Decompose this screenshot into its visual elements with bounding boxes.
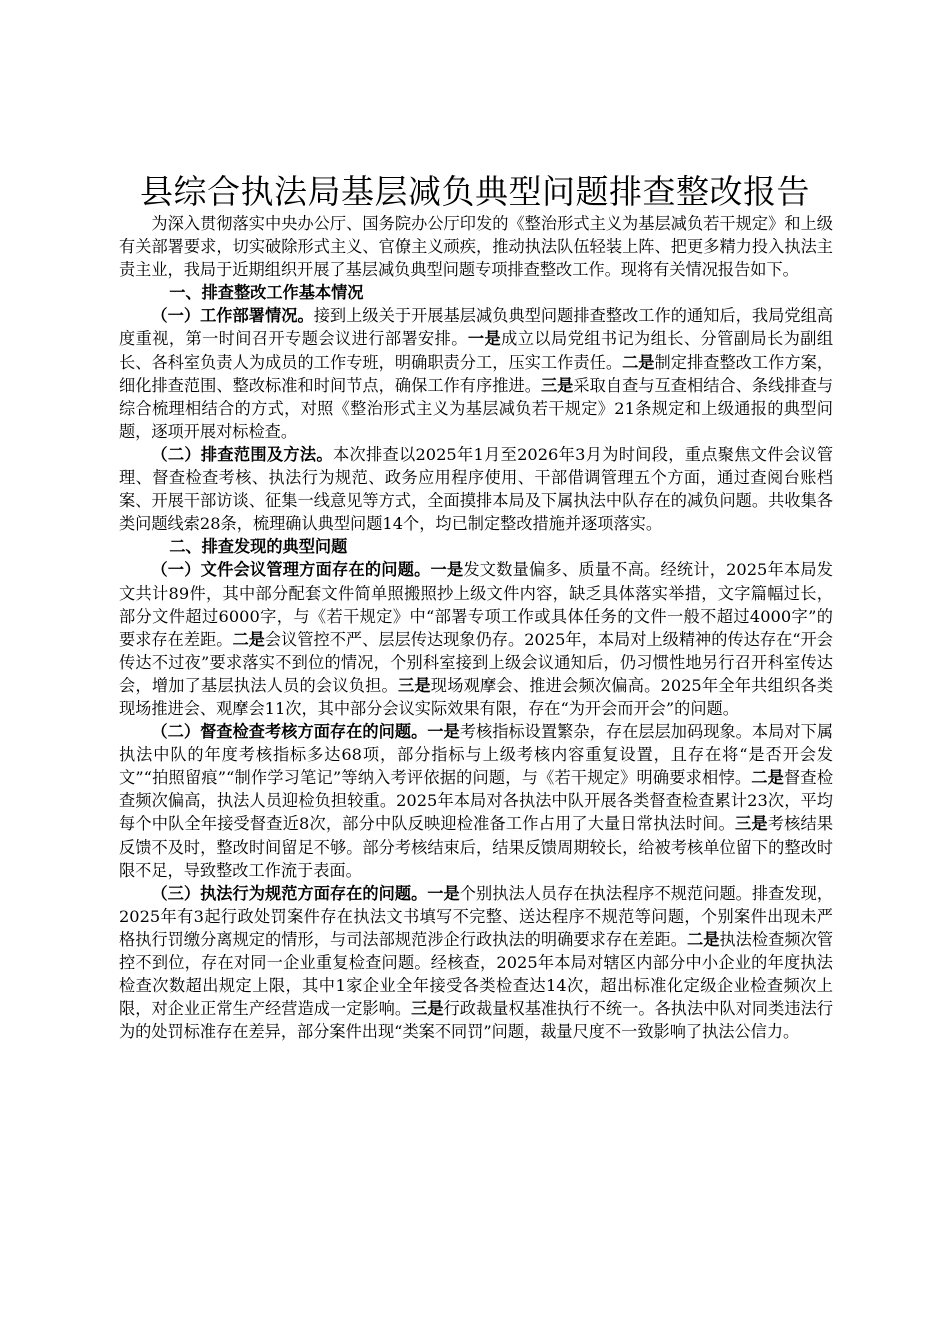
section-1-paragraph-2 [119, 443, 833, 535]
point-marker: 三是 [397, 675, 431, 695]
document-body [119, 212, 833, 1043]
section-2-paragraph-1 [119, 558, 833, 720]
paragraph-text: 考核指标设置繁杂，存在层层加码现象。本局对下属执法中队的年度考核指标多达68项，部分指标与上级考核内容重复设置，且存在将“是否开会发文”“拍照留痕”“制作学习笔记”等纳入考评依据的问题，与《若干规定》明确要求相悖。 [119, 722, 834, 788]
paragraph-text: 行政裁量权基准执行不统一。各执法中队对同类违法行为的处罚标准存在差异，部分案件出现“类案不同罚”问题，裁量尺度不一致影响了执法公信力。 [119, 999, 834, 1042]
paragraph-text: 督查检查频次偏高，执法人员迎检负担较重。2025年本局对各执法中队开展各类督查检查累计23次，平均每个中队全年接受督查近8次，部分中队反映迎检准备工作占用了大量日常执法时间。 [119, 768, 834, 834]
document-title: 县综合执法局基层减负典型问题排查整改报告 [140, 172, 810, 211]
paragraph-text: 制定排查整改工作方案，细化排查范围、整改标准和时间节点，确保工作有序推进。 [119, 352, 834, 395]
section-2-heading: 二、排查发现的典型问题 [169, 537, 348, 557]
paragraph-text: 发文数量偏多、质量不高。经统计，2025年本局发文共计89件，其中部分配套文件简单照搬照抄上级文件内容，缺乏具体落实举措，文字篇幅过长，部分文件超过6000字，与《若干规定》中“部署专项工作或具体任务的文件一般不超过4000字”的要求存在差距。 [119, 560, 833, 649]
paragraph-text: 考核结果反馈不及时，整改时间留足不够。部分考核结束后，结果反馈周期较长，给被考核单位留下的整改时限不足，导致整改工作流于表面。 [119, 814, 834, 880]
point-marker: 三是 [735, 814, 768, 834]
subheading: （二）督查检查考核方面存在的问题。 [151, 722, 428, 742]
point-marker: 一是 [430, 560, 464, 580]
section-1-heading: 一、排查整改工作基本情况 [169, 283, 364, 303]
paragraph-text: 个别执法人员存在执法程序不规范问题。排查发现，2025年有3起行政处罚案件存在执法文书填写不完整、送达程序不规范等问题，个别案件出现未严格执行罚缴分离规定的情形，与司法部规范涉企行政执法的明确要求存在差距。 [119, 883, 834, 949]
paragraph-text: 采取自查与互查相结合、条线排查与综合梳理相结合的方式，对照《整治形式主义为基层减负若干规定》21条规定和上级通报的典型问题，逐项开展对标检查。 [119, 375, 834, 441]
section-2-paragraph-2 [119, 720, 833, 882]
subheading: （一）工作部署情况。 [151, 306, 314, 326]
section-1-paragraph-1 [119, 304, 833, 443]
point-marker: 二是 [622, 352, 655, 372]
point-marker: 三是 [411, 999, 444, 1019]
point-marker: 二是 [686, 929, 720, 949]
point-marker: 三是 [540, 375, 574, 395]
subheading: （三）执法行为规范方面存在的问题。 [151, 883, 428, 903]
paragraph-text: 本次排查以2025年1月至2026年3月为时间段，重点聚焦文件会议管理、督查检查考核、执法行为规范、政务应用程序使用、干部借调管理五个方面，通过查阅台账档案、开展干部访谈、征集一线意见等方式，全面摸排本局及下属执法中队存在的减负问题。共收集各类问题线索28条，梳理确认典型问题14个，均已制定整改措施并逐项落实。 [119, 444, 834, 534]
point-marker: 一是 [427, 883, 460, 903]
section-2-paragraph-3 [119, 882, 833, 1044]
paragraph-text: 接到上级关于开展基层减负典型问题排查整改工作的通知后，我局党组高度重视，第一时间召开专题会议进行部署安排。 [119, 306, 834, 349]
paragraph-text: 成立以局党组书记为组长、分管副局长为副组长、各科室负责人为成员的工作专班，明确职责分工，压实工作责任。 [119, 329, 834, 372]
point-marker: 一是 [427, 722, 460, 742]
point-marker: 二是 [751, 768, 785, 788]
subheading: （一）文件会议管理方面存在的问题。 [151, 560, 431, 580]
subheading: （二）排查范围及方法。 [151, 444, 333, 464]
point-marker: 一是 [467, 329, 502, 349]
paragraph-text: 会议管控不严、层层传达现象仍存。2025年，本局对上级精神的传达存在“开会传达不过夜”要求落实不到位的情况，个别科室接到上级会议通知后，仍习惯性地另行召开科室传达会，增加了基层执法人员的会议负担。 [119, 629, 833, 695]
paragraph-text: 执法检查频次管控不到位，存在对同一企业重复检查问题。经核查，2025年本局对辖区内部分中小企业的年度执法检查次数超出规定上限，其中1家企业全年接受各类检查达14次，超出标准化定级企业检查频次上限，对企业正常生产经营造成一定影响。 [119, 929, 834, 1019]
point-marker: 二是 [232, 629, 265, 649]
paragraph-text: 现场观摩会、推进会频次偏高。2025年全年共组织各类现场推进会、观摩会11次，其中部分会议实际效果有限，存在“为开会而开会”的问题。 [119, 675, 834, 718]
intro-paragraph: 为深入贯彻落实中央办公厅、国务院办公厅印发的《整治形式主义为基层减负若干规定》和上级有关部署要求，切实破除形式主义、官僚主义顽疾，推动执法队伍轻装上阵、把更多精力投入执法主责主业，我局于近期组织开展了基层减负典型问题专项排查整改工作。现将有关情况报告如下。 [119, 214, 833, 280]
